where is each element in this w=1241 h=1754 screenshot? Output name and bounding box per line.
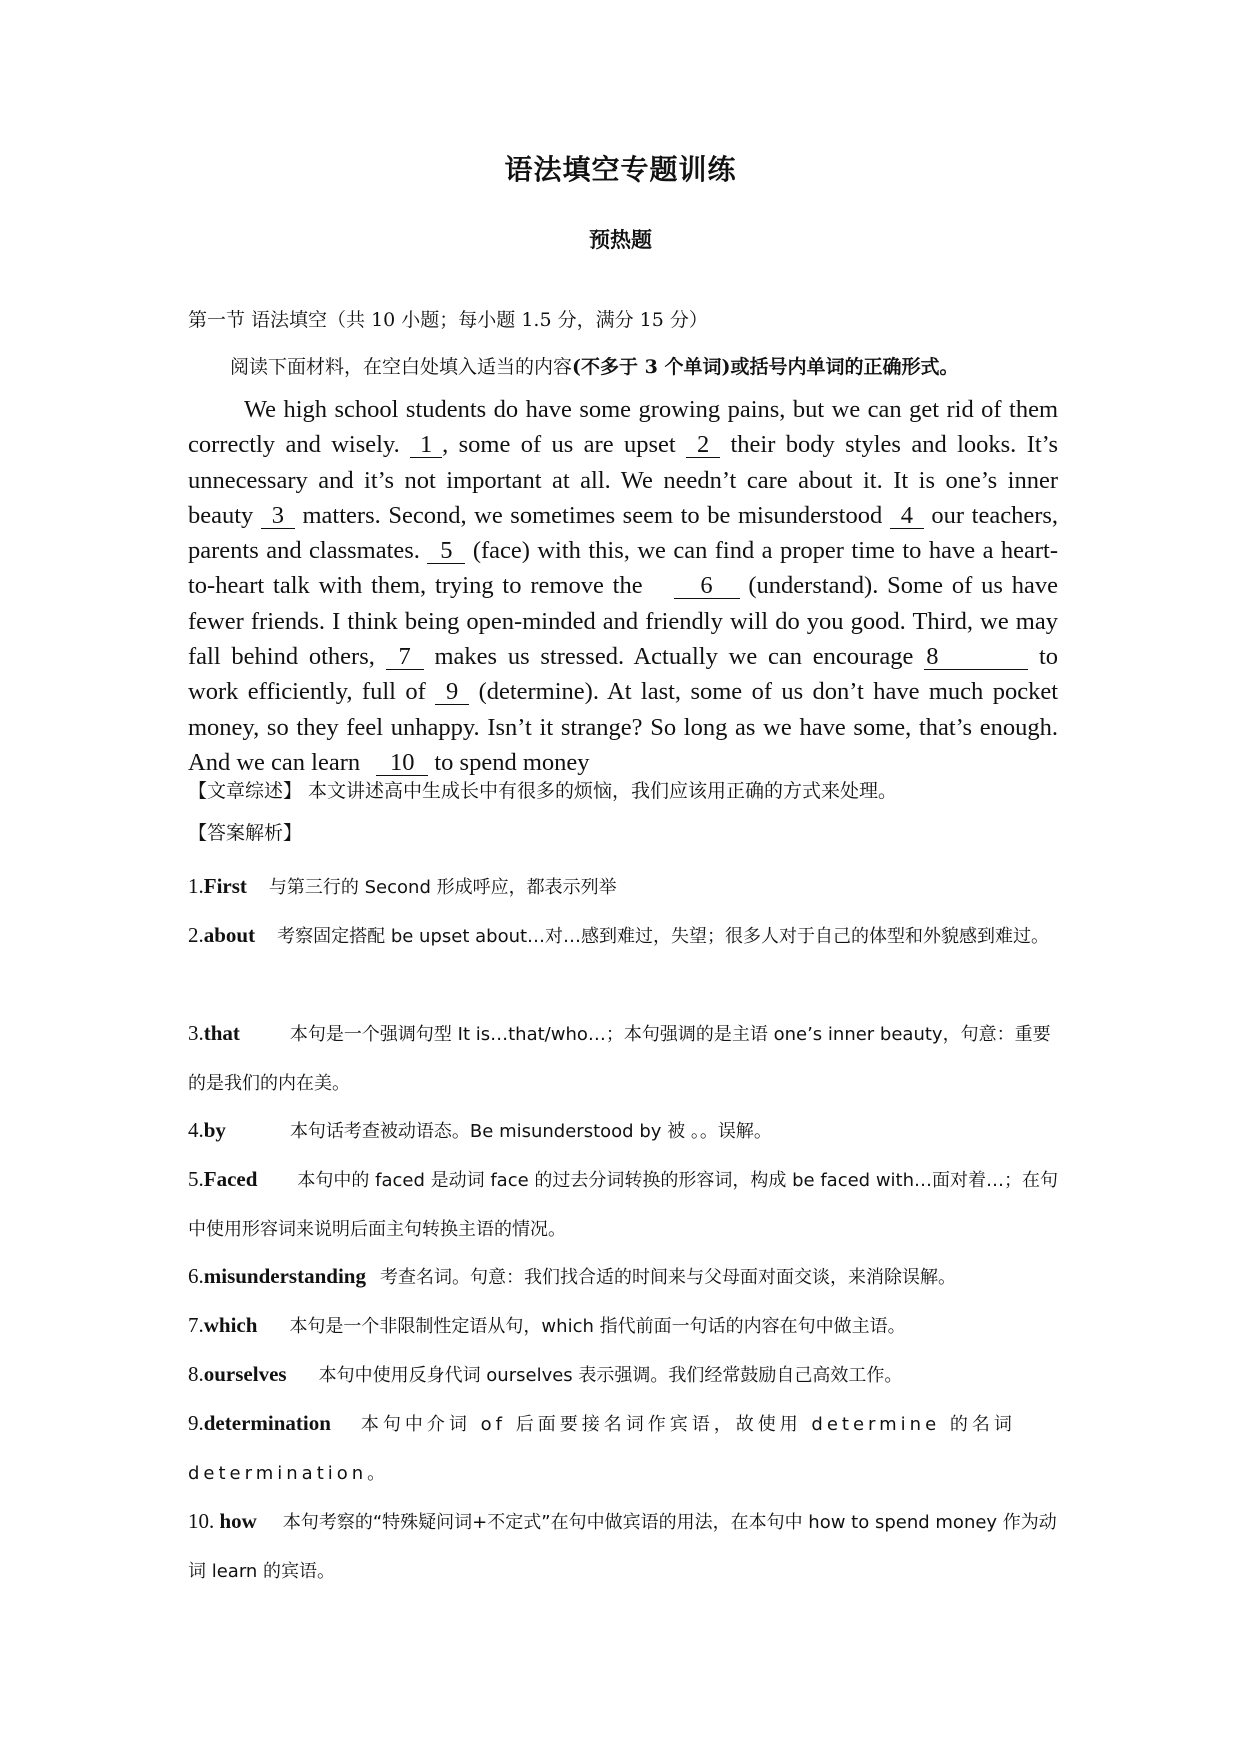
passage-text: our teachers, parents and classmates.	[188, 501, 1059, 565]
instruction	[230, 352, 1130, 379]
answer-key: Faced	[203, 1167, 258, 1191]
passage-text: We high school students do have some growing pains, but we can get rid of them correctly and wisely.	[188, 396, 1058, 459]
blank-4: 4	[890, 504, 924, 529]
blank-10: 10	[376, 751, 428, 776]
answer-item	[188, 1497, 1058, 1596]
passage-text: (determine). At last, some of us don’t have much pocket money, so they feel unhappy. Isn’t it strange? So long as we have some, that’s enough. And we can learn	[188, 678, 1059, 776]
answer-explanation: 本句是一个非限制性定语从句，which 指代前面一句话的内容在句中做主语。	[289, 1316, 906, 1337]
answer-number: 9.	[188, 1411, 204, 1435]
passage-text: their body styles and looks. It’s unnecessary and it’s not important at all. We needn’t care about it. It is one’s inner beauty	[188, 431, 1058, 529]
instruction-bold-text: (不多于 3 个单词)或括号内单词的正确形式。	[572, 356, 959, 378]
answer-item	[188, 1350, 1058, 1400]
passage-text: matters. Second, we sometimes seem to be misunderstood	[302, 501, 883, 529]
answer-number: 7.	[188, 1313, 204, 1337]
blank-9: 9	[435, 680, 469, 705]
page-subtitle: 预热题	[589, 227, 652, 252]
answer-explanation: 本句话考查被动语态。Be misunderstood by 被 。。误解。	[289, 1121, 772, 1142]
answer-number: 3.	[188, 1021, 204, 1045]
answer-key: determination	[203, 1411, 331, 1435]
answer-number: 6.	[188, 1264, 204, 1288]
answer-key: misunderstanding	[203, 1264, 366, 1288]
article-summary: 【文章综述】 本文讲述高中生成长中有很多的烦恼，我们应该用正确的方式来处理。	[188, 780, 898, 802]
passage-text: (face) with this, we can find a proper time to have a heart-to-heart talk with them, trying to remove the	[188, 537, 1059, 600]
answer-key: about	[203, 923, 256, 947]
passage-text: to work efficiently, full of	[188, 643, 1059, 706]
answer-key: which	[203, 1313, 258, 1337]
answer-item	[188, 1155, 1058, 1254]
blank-2: 2	[686, 433, 720, 458]
blank-1: 1	[410, 433, 442, 458]
answer-key: ourselves	[203, 1362, 287, 1386]
blank-6: 6	[674, 574, 740, 599]
blank-7: 7	[386, 645, 424, 670]
answer-item	[188, 1301, 1058, 1351]
instruction-text: 阅读下面材料，在空白处填入适当的内容	[230, 356, 573, 378]
answer-explanation: 考查名词。句意：我们找合适的时间来与父母面对面交谈，来消除误解。	[379, 1267, 956, 1288]
answer-key: how	[219, 1509, 257, 1533]
answer-explanation: 本句中的 faced 是动词 face 的过去分词转换的形容词，构成 be faced with…面对着…；在句中使用形容词来说明后面主句转换主语的情况。	[188, 1170, 1059, 1240]
passage-text: makes us stressed. Actually we can encourage	[434, 643, 914, 671]
passage-text: to spend money	[434, 748, 590, 776]
blank-3: 3	[261, 504, 295, 529]
answer-item	[188, 1106, 1058, 1156]
answer-key: that	[203, 1021, 240, 1045]
answer-number: 5.	[188, 1167, 204, 1191]
answer-item	[188, 862, 1058, 912]
answer-item	[188, 911, 1058, 961]
answer-item	[188, 1009, 1058, 1108]
answer-item	[188, 1252, 1058, 1302]
answer-number: 1.	[188, 874, 204, 898]
passage-text: (understand). Some of us have fewer friends. I think being open-minded and friendly will do you good. Third, we may fall behind others,	[188, 572, 1059, 671]
answer-number: 10.	[188, 1509, 220, 1533]
answer-key: First	[203, 874, 247, 898]
answer-item	[188, 1399, 1058, 1498]
answer-number: 2.	[188, 923, 204, 947]
answers-header: 【答案解析】	[188, 822, 303, 844]
page-title: 语法填空专题训练	[504, 153, 737, 186]
section-heading: 第一节 语法填空（共 10 小题；每小题 1.5 分，满分 15 分）	[188, 309, 708, 331]
answer-key: by	[203, 1118, 226, 1142]
answer-explanation: 本句考察的“特殊疑问词+不定式”在句中做宾语的用法，在本句中 how to spend money 作为动词 learn 的宾语。	[188, 1512, 1057, 1582]
answer-number: 4.	[188, 1118, 204, 1142]
blank-5: 5	[427, 539, 465, 564]
blank-8: 8	[924, 645, 1028, 670]
answer-explanation: 本句中介词 of 后面要接名词作宾语，故使用 determine 的名词 determination。	[188, 1414, 1016, 1484]
passage-text: , some of us are upset	[442, 431, 676, 459]
answer-explanation: 本句中使用反身代词 ourselves 表示强调。我们经常鼓励自己高效工作。	[318, 1365, 903, 1386]
answer-explanation: 本句是一个强调句型 It is…that/who…；本句强调的是主语 one’s inner beauty，句意：重要的是我们的内在美。	[188, 1024, 1051, 1094]
answer-explanation: 与第三行的 Second 形成呼应，都表示列举	[268, 877, 617, 898]
answer-explanation: 考察固定搭配 be upset about…对…感到难过，失望；很多人对于自己的体型和外貌感到难过。	[277, 926, 1050, 947]
answer-number: 8.	[188, 1362, 204, 1386]
passage	[188, 392, 1058, 780]
